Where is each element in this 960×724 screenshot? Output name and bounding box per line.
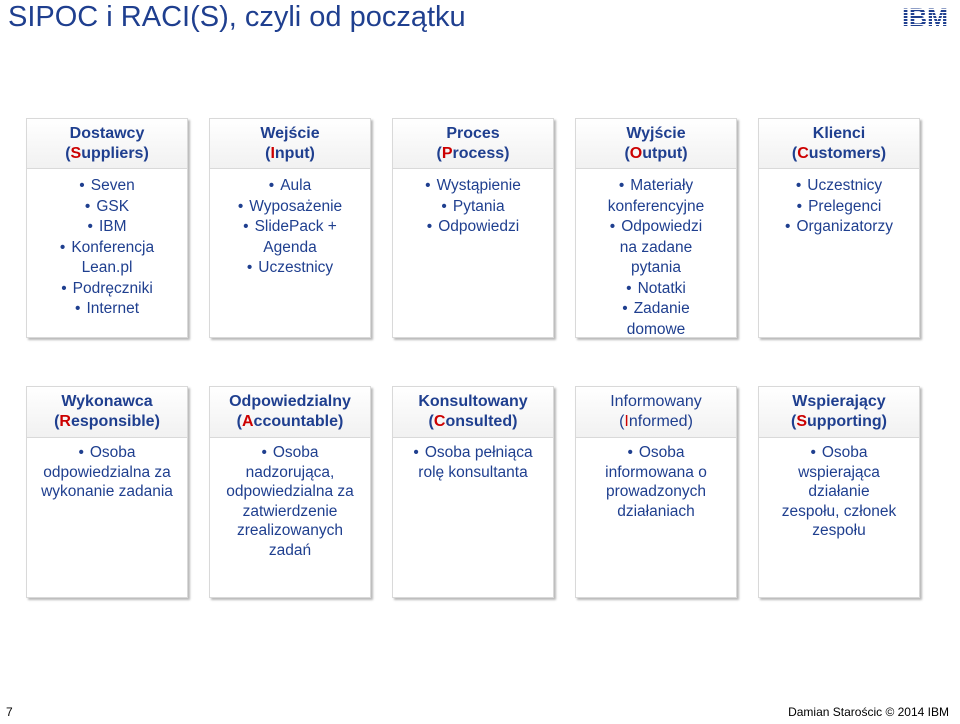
list-item: • Materiały konferencyjne xyxy=(582,176,730,217)
list-item: • Notatki xyxy=(582,279,730,300)
card-header-subtitle: (Input) xyxy=(265,144,315,162)
card-body xyxy=(33,443,181,591)
card-header xyxy=(393,387,553,438)
card-header xyxy=(759,119,919,169)
card-header-subtitle: (Customers) xyxy=(791,144,887,162)
list-item: • SlidePack + Agenda xyxy=(216,217,364,258)
card-header xyxy=(393,119,553,169)
card-header-title: Wejście xyxy=(260,124,320,142)
key-letter: P xyxy=(441,144,453,162)
footer-credit: Damian Starościc © 2014 IBM xyxy=(788,705,949,719)
card-header-subtitle: (Supporting) xyxy=(791,413,887,430)
card-header-title: Dostawcy xyxy=(69,124,145,142)
list-item: • Osoba nadzorująca, odpowiedzialna za zatwierdzenie zrealizowanych zadań xyxy=(216,443,364,560)
card-header-subtitle: (Responsible) xyxy=(54,413,160,430)
card-header xyxy=(576,387,736,438)
key-letter: A xyxy=(241,413,254,430)
list-item: • Organizatorzy xyxy=(765,217,913,238)
list-item: • Prelegenci xyxy=(765,197,913,218)
card-body xyxy=(399,176,547,331)
slide-title: SIPOC i RACI(S), czyli od początku xyxy=(8,1,466,33)
list-item: • GSK xyxy=(33,197,181,218)
list-item: • Wystąpienie xyxy=(399,176,547,197)
key-letter: O xyxy=(629,144,643,162)
card-header-title: Wyjście xyxy=(626,124,686,142)
key-letter: S xyxy=(796,413,808,430)
list-item: • Odpowiedzi xyxy=(399,217,547,238)
list-item: • IBM xyxy=(33,217,181,238)
list-item: • Pytania xyxy=(399,197,547,218)
card-body xyxy=(582,176,730,338)
raci-card-consulted xyxy=(392,386,554,598)
card-header xyxy=(210,119,370,169)
list-item: • Seven xyxy=(33,176,181,197)
list-item: • Zadanie domowe xyxy=(582,299,730,340)
card-body xyxy=(779,443,899,591)
card-body xyxy=(399,443,547,591)
card-header-subtitle: (Informed) xyxy=(619,413,693,430)
card-header-subtitle: (Accountable) xyxy=(236,413,344,430)
card-body xyxy=(216,443,364,591)
sipoc-card-customers xyxy=(758,118,920,338)
card-header-title: Proces xyxy=(446,124,500,142)
list-item: • Osoba odpowiedzialna za wykonanie zadania xyxy=(33,443,181,502)
card-header-title: Wspierający xyxy=(792,393,886,410)
sipoc-card-output xyxy=(575,118,737,338)
list-item: • Osoba pełniąca rolę konsultanta xyxy=(399,443,547,482)
key-letter: R xyxy=(59,413,71,430)
list-item: • Internet xyxy=(33,299,181,320)
card-header-title: Klienci xyxy=(812,124,866,142)
sipoc-card-input xyxy=(209,118,371,338)
list-item: • Uczestnicy xyxy=(216,258,364,279)
card-header-subtitle: (Output) xyxy=(624,144,688,162)
key-letter: I xyxy=(270,144,275,162)
key-letter: I xyxy=(624,413,629,430)
key-letter: C xyxy=(797,144,809,162)
list-item: • Osoba wspierająca działanie zespołu, członek zespołu xyxy=(779,443,899,541)
raci-card-supporting xyxy=(758,386,920,598)
raci-card-informed xyxy=(575,386,737,598)
card-body xyxy=(765,176,913,331)
page-number: 7 xyxy=(6,705,13,719)
card-header-subtitle: (Process) xyxy=(436,144,510,162)
card-body xyxy=(582,443,730,591)
key-letter: S xyxy=(70,144,82,162)
list-item: • Uczestnicy xyxy=(765,176,913,197)
card-header-subtitle: (Consulted) xyxy=(428,413,518,430)
card-header xyxy=(27,119,187,169)
raci-card-responsible xyxy=(26,386,188,598)
svg-text:IBM: IBM xyxy=(902,4,948,28)
card-header xyxy=(759,387,919,438)
list-item: • Wyposażenie xyxy=(216,197,364,218)
card-body xyxy=(33,176,181,331)
ibm-logo xyxy=(893,4,957,28)
card-body xyxy=(216,176,364,331)
card-header xyxy=(210,387,370,438)
card-header-title: Konsultowany xyxy=(418,393,528,410)
key-letter: C xyxy=(433,413,446,430)
raci-card-accountable xyxy=(209,386,371,598)
card-header-title: Informowany xyxy=(610,393,702,410)
sipoc-card-suppliers xyxy=(26,118,188,338)
sipoc-card-process xyxy=(392,118,554,338)
card-header xyxy=(27,387,187,438)
list-item: • Podręczniki xyxy=(33,279,181,300)
card-header-title: Odpowiedzialny xyxy=(229,393,351,410)
list-item: • Konferencja Lean.pl xyxy=(33,238,181,279)
card-header xyxy=(576,119,736,169)
card-header-subtitle: (Suppliers) xyxy=(65,144,149,162)
list-item: • Osoba informowana o prowadzonych działaniach xyxy=(582,443,730,521)
list-item: • Odpowiedzi na zadane pytania xyxy=(582,217,730,279)
card-header-title: Wykonawca xyxy=(61,393,153,410)
list-item: • Aula xyxy=(216,176,364,197)
